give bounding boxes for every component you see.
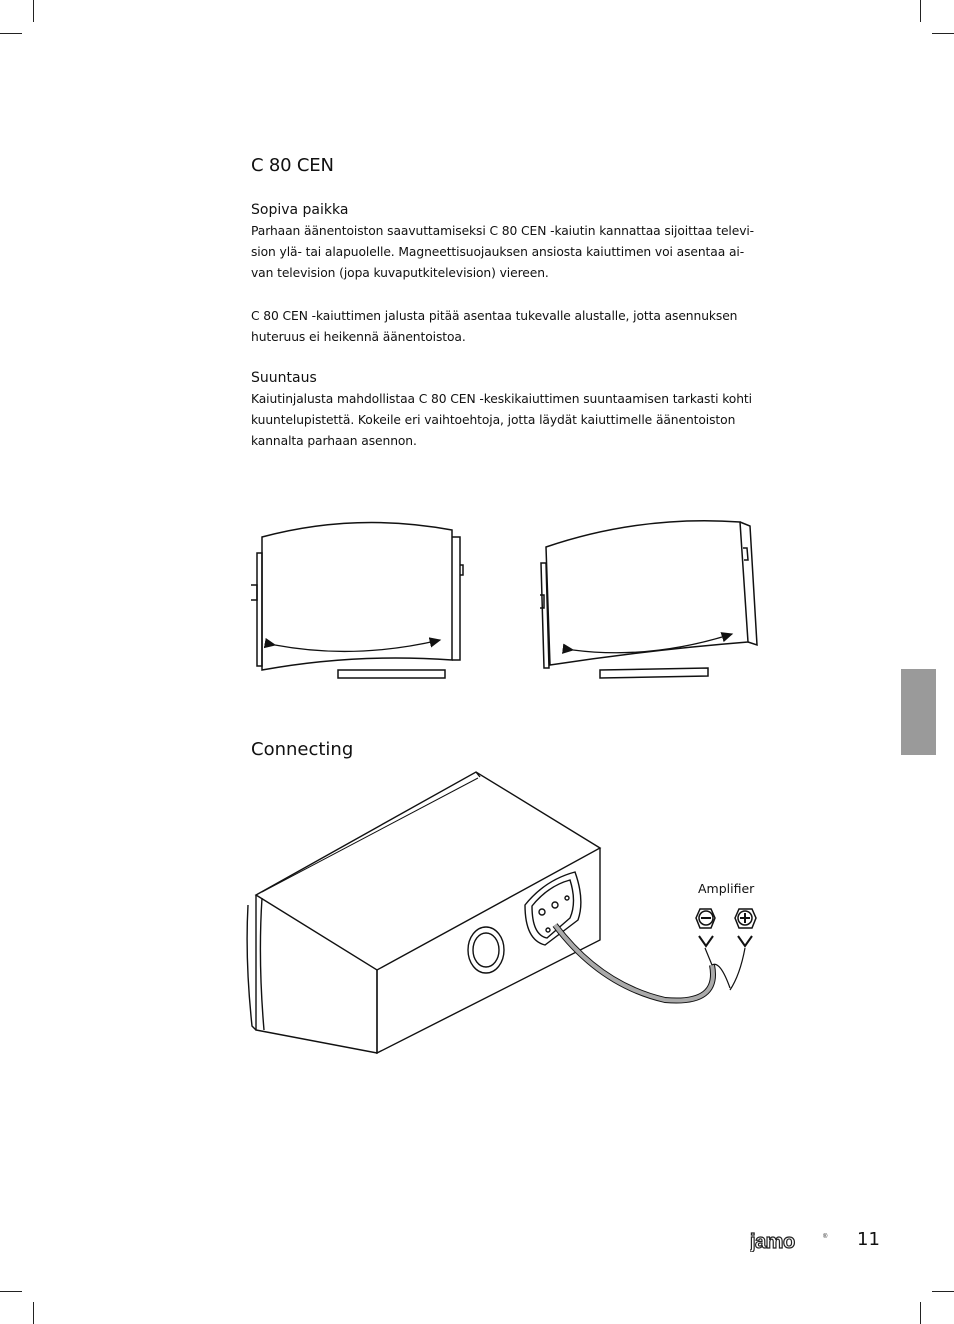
text-line: kannalta parhaan asennon. — [251, 434, 417, 448]
section-title-sopiva-paikka: Sopiva paikka — [251, 202, 349, 218]
page-number: 11 — [857, 1229, 880, 1250]
plus-terminal-icon — [735, 909, 756, 946]
jamo-logo — [750, 1230, 830, 1252]
speaker-front-rotated — [540, 521, 757, 678]
amplifier-label: Amplifier — [698, 881, 755, 896]
svg-text:®: ® — [823, 1234, 828, 1240]
page-heading: C 80 CEN — [251, 155, 334, 176]
text-line: C 80 CEN -kaiuttimen jalusta pitää asentaa tukevalle alustalle, jotta asennuksen — [251, 309, 738, 323]
connecting-heading: Connecting — [251, 739, 354, 760]
text-line: sion ylä- tai alapuolelle. Magneettisuojauksen ansiosta kaiuttimen voi asentaa ai- — [251, 245, 745, 259]
minus-terminal-icon — [696, 909, 715, 946]
text-line: huteruus ei heikennä äänentoistoa. — [251, 330, 466, 344]
section-title-suuntaus: Suuntaus — [251, 370, 317, 386]
speaker-rear-view — [247, 772, 600, 1053]
text-line: kuuntelupistettä. Kokeile eri vaihtoehtoja, jotta läydät kaiuttimelle äänentoiston — [251, 413, 736, 427]
text-line: van television (jopa kuvaputkitelevision) viereen. — [251, 266, 549, 280]
svg-text:jamo: jamo — [750, 1231, 795, 1252]
section-tab-marker — [901, 669, 936, 755]
text-line: Kaiutinjalusta mahdollistaa C 80 CEN -keskikaiuttimen suuntaamisen tarkasti kohti — [251, 392, 752, 406]
speaker-cable — [555, 925, 745, 1001]
text-line: Parhaan äänentoiston saavuttamiseksi C 80 CEN -kaiutin kannattaa sijoittaa televi- — [251, 224, 755, 238]
speaker-front-straight — [251, 522, 463, 678]
